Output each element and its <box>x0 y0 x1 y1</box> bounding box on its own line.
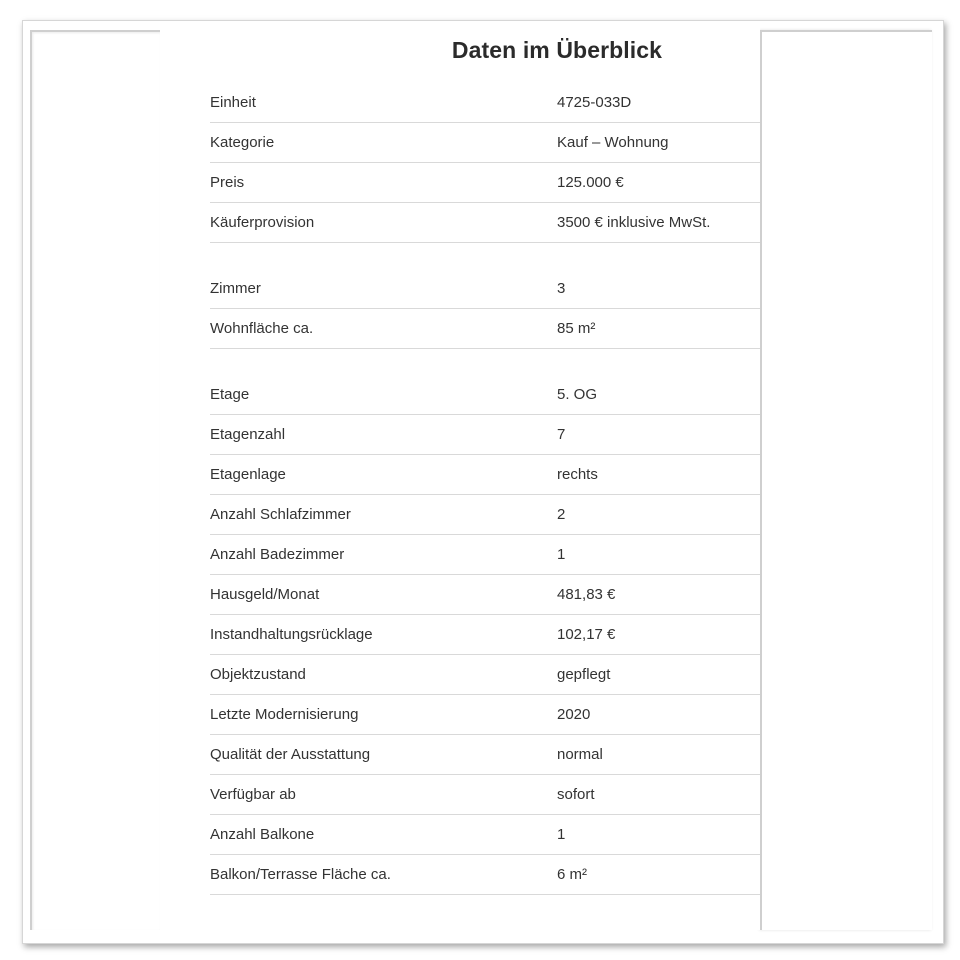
right-background-panel <box>760 30 932 930</box>
table-row-einheit <box>210 83 760 123</box>
row-label: Anzahl Badezimmer <box>210 546 345 563</box>
table-row-badezimmer <box>210 535 760 575</box>
row-label: Letzte Modernisierung <box>210 706 359 723</box>
row-label: Anzahl Balkone <box>210 826 315 843</box>
row-label: Etagenlage <box>210 466 286 483</box>
row-label: Instandhaltungsrücklage <box>210 626 373 643</box>
row-value: 481,83 € <box>557 586 616 603</box>
table-row-etagenzahl <box>210 415 760 455</box>
row-label: Etage <box>210 386 250 403</box>
table-row-kaeuferprovision <box>210 203 760 243</box>
row-value: 5. OG <box>557 386 598 403</box>
row-value: 3 <box>557 280 566 297</box>
table-row-wohnflaeche <box>210 309 760 349</box>
row-value: 7 <box>557 426 566 443</box>
table-row-instandhaltung <box>210 615 760 655</box>
row-label: Anzahl Schlafzimmer <box>210 506 351 523</box>
row-label: Balkon/Terrasse Fläche ca. <box>210 866 391 883</box>
table-row-verfuegbar <box>210 775 760 815</box>
row-value: normal <box>557 746 603 763</box>
row-label: Wohnfläche ca. <box>210 320 314 337</box>
row-label: Verfügbar ab <box>210 786 296 803</box>
row-value: 2 <box>557 506 566 523</box>
table-row-hausgeld <box>210 575 760 615</box>
row-value: 125.000 € <box>557 174 624 191</box>
table-row-preis <box>210 163 760 203</box>
table-row-zimmer <box>210 269 760 309</box>
row-label: Kategorie <box>210 134 275 151</box>
table-row-objektzustand <box>210 655 760 695</box>
row-value: 2020 <box>557 706 591 723</box>
row-label: Preis <box>210 174 245 191</box>
table-row-schlafzimmer <box>210 495 760 535</box>
section-title: Daten im Überblick <box>451 37 663 63</box>
row-label: Etagenzahl <box>210 426 286 443</box>
row-value: 3500 € inklusive MwSt. <box>557 214 711 231</box>
table-row-kategorie <box>210 123 760 163</box>
row-value: gepflegt <box>557 666 611 683</box>
row-value: Kauf – Wohnung <box>557 134 669 151</box>
row-label: Objektzustand <box>210 666 306 683</box>
table-row-etagenlage <box>210 455 760 495</box>
details-card <box>160 24 760 930</box>
row-value: 85 m² <box>557 320 596 337</box>
row-label: Zimmer <box>210 280 261 297</box>
table-row-modernisierung <box>210 695 760 735</box>
row-value: 1 <box>557 546 566 563</box>
row-label: Einheit <box>210 94 256 111</box>
row-label: Käuferprovision <box>210 214 315 231</box>
table-row-balkon-flaeche <box>210 855 760 895</box>
row-label: Hausgeld/Monat <box>210 586 320 603</box>
table-row-ausstattung <box>210 735 760 775</box>
row-label: Qualität der Ausstattung <box>210 746 371 763</box>
table-row-balkone <box>210 815 760 855</box>
row-value: 4725-033D <box>557 94 632 111</box>
row-value: 1 <box>557 826 566 843</box>
left-background-panel <box>30 30 160 930</box>
row-value: rechts <box>557 466 598 483</box>
row-value: sofort <box>557 786 595 803</box>
details-table <box>210 83 760 895</box>
table-row-etage <box>210 375 760 415</box>
row-value: 102,17 € <box>557 626 616 643</box>
row-value: 6 m² <box>557 866 587 883</box>
